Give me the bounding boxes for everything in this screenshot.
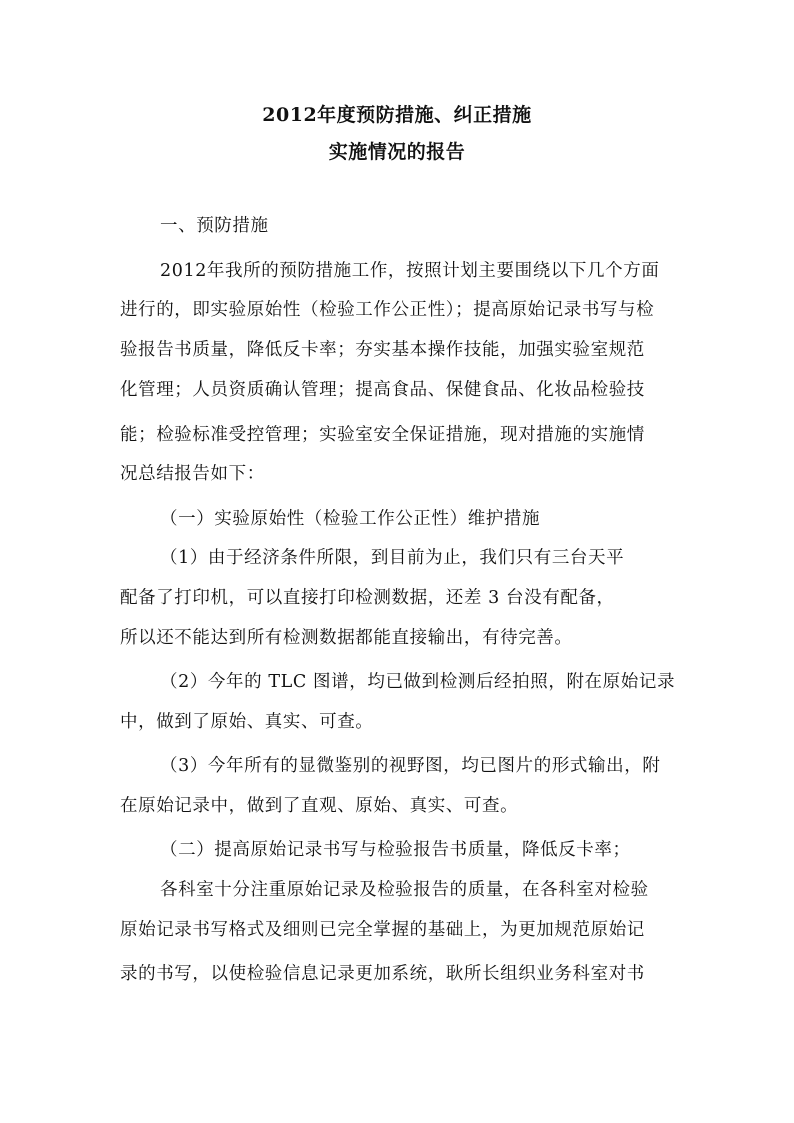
paragraph-line: 验报告书质量，降低反卡率；夯实基本操作技能，加强实验室规范 bbox=[120, 340, 645, 360]
paragraph-line: 录的书写，以使检验信息记录更加系统，耿所长组织业务科室对书 bbox=[120, 964, 645, 984]
paragraph-line: 配备了打印机，可以直接打印检测数据，还差 3 台没有配备， bbox=[120, 588, 615, 608]
paragraph-line: 2012年我所的预防措施工作，按照计划主要围绕以下几个方面 bbox=[160, 261, 660, 281]
paragraph-line: 原始记录书写格式及细则已完全掌握的基础上，为更加规范原始记 bbox=[120, 920, 645, 940]
paragraph-line: 进行的，即实验原始性（检验工作公正性）；提高原始记录书写与检 bbox=[120, 300, 655, 320]
paragraph-line: （2）今年的 TLC 图谱，均已做到检测后经拍照，附在原始记录 bbox=[160, 672, 676, 692]
paragraph-line: 各科室十分注重原始记录及检验报告的质量，在各科室对检验 bbox=[160, 880, 649, 900]
paragraph-line: 况总结报告如下： bbox=[120, 464, 265, 484]
section-heading: 一、预防措施 bbox=[160, 216, 269, 236]
report-title-line-2: 实施情况的报告 bbox=[328, 141, 466, 163]
subsection-heading: （一）实验原始性（检验工作公正性）维护措施 bbox=[160, 509, 541, 529]
paragraph-line: （3）今年所有的显微鉴别的视野图，均已图片的形式输出，附 bbox=[160, 756, 661, 776]
paragraph-line: 中，做到了原始、真实、可查。 bbox=[120, 712, 374, 732]
paragraph-line: 化管理；人员资质确认管理；提高食品、保健食品、化妆品检验技 bbox=[120, 380, 645, 400]
paragraph-line: 所以还不能达到所有检测数据都能直接输出，有待完善。 bbox=[120, 628, 573, 648]
report-title-line-1: 2012年度预防措施、纠正措施 bbox=[262, 104, 532, 126]
paragraph-line: （1）由于经济条件所限，到目前为止，我们只有三台天平 bbox=[160, 548, 625, 568]
paragraph-line: 在原始记录中，做到了直观、原始、真实、可查。 bbox=[120, 796, 519, 816]
subsection-heading: （二）提高原始记录书写与检验报告书质量，降低反卡率； bbox=[160, 840, 631, 860]
paragraph-line: 能；检验标准受控管理；实验室安全保证措施，现对措施的实施情 bbox=[120, 425, 645, 445]
